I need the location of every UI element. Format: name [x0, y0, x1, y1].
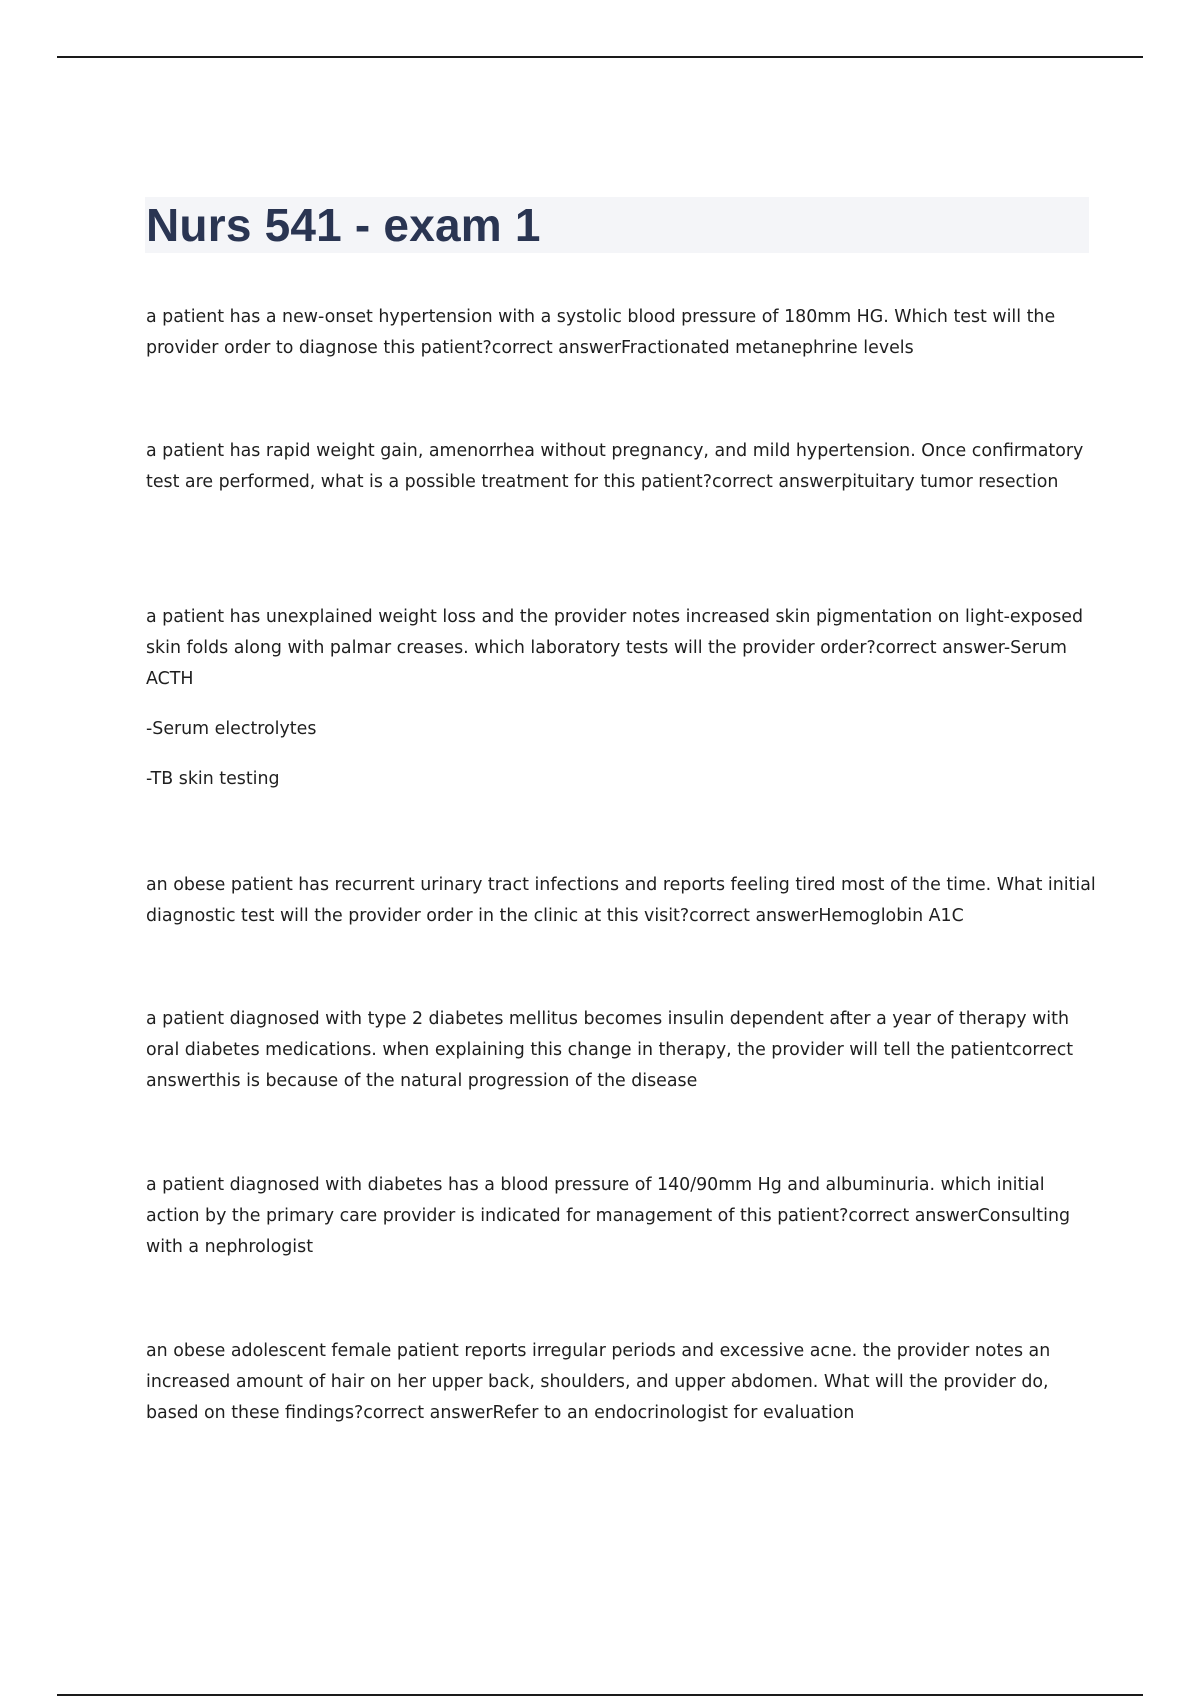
qa-item-4 [146, 870, 1096, 932]
qa-item-2 [146, 436, 1096, 498]
bottom-rule [57, 1694, 1143, 1696]
top-rule [57, 56, 1143, 58]
qa-item-extra-line: -TB skin testing [146, 769, 280, 789]
document-title: Nurs 541 - exam 1 [146, 199, 541, 251]
qa-item-text: a patient has a new-onset hypertension with a systolic blood pressure of 180mm HG. Which test will the provider order to diagnose this patient?correct answerFractionated metanephrine levels [146, 307, 1056, 358]
qa-item-text: an obese patient has recurrent urinary tract infections and reports feeling tired most of the time. What initial diagnostic test will the provider order in the clinic at this visit?correct answerHemoglobin A1C [146, 875, 1096, 926]
qa-item-1 [146, 302, 1096, 364]
qa-item-6 [146, 1170, 1096, 1263]
qa-item-text: a patient has unexplained weight loss and the provider notes increased skin pigmentation on light-exposed skin folds along with palmar creases. which laboratory tests will the provider order?correct answer-Serum ACTH [146, 607, 1084, 689]
qa-item-extra-line: -Serum electrolytes [146, 719, 317, 739]
qa-item-5 [146, 1004, 1096, 1097]
qa-item-text: a patient diagnosed with type 2 diabetes mellitus becomes insulin dependent after a year of therapy with oral diabetes medications. when explaining this change in therapy, the provider will tell the patientcorrect answerthis is because of the natural progression of the disease [146, 1009, 1074, 1091]
qa-item-text: a patient diagnosed with diabetes has a blood pressure of 140/90mm Hg and albuminuria. which initial action by the primary care provider is indicated for management of this patient?correct answerConsulting with a nephrologist [146, 1175, 1071, 1257]
qa-item-text: a patient has rapid weight gain, amenorrhea without pregnancy, and mild hypertension. Once confirmatory test are performed, what is a possible treatment for this patient?correct answerpituitary tumor resection [146, 441, 1084, 492]
qa-item-7 [146, 1336, 1096, 1429]
qa-item-3 [146, 602, 1096, 795]
qa-item-text: an obese adolescent female patient reports irregular periods and excessive acne. the provider notes an increased amount of hair on her upper back, shoulders, and upper abdomen. What will the provider do, based on these findings?correct answerRefer to an endocrinologist for evaluation [146, 1341, 1051, 1423]
